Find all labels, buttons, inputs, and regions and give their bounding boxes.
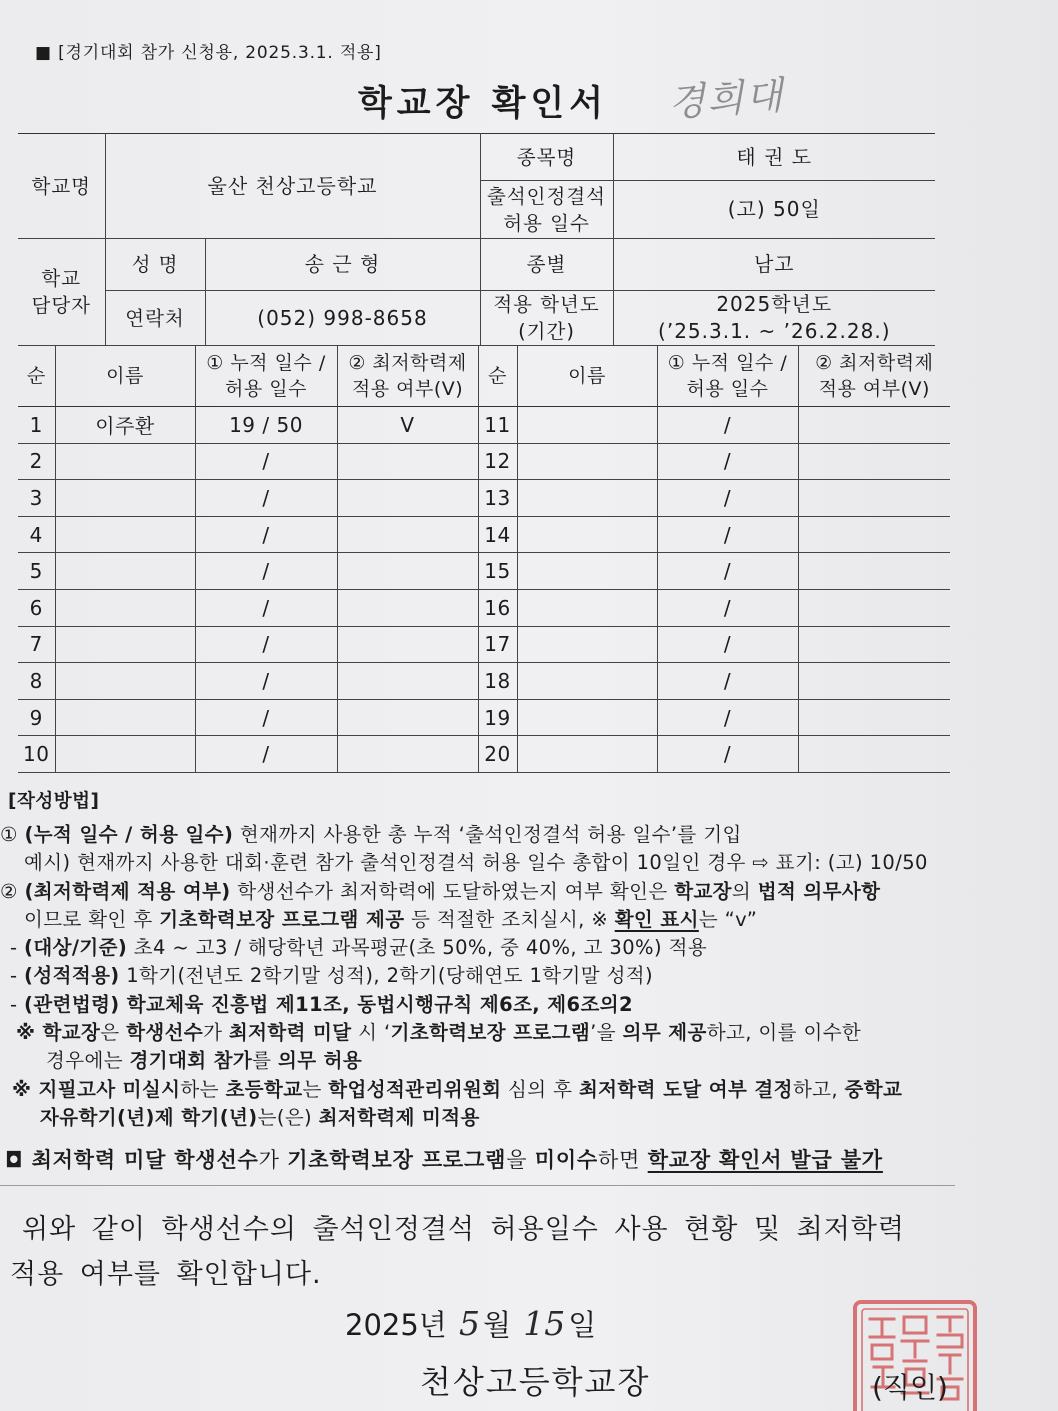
instruction-emphasis: 지필고사 미실시	[38, 1077, 181, 1101]
roster-name	[517, 407, 657, 444]
col-check-header-line: ② 최저학력제	[815, 351, 934, 374]
roster-row	[18, 589, 950, 626]
notice-emphasis: 미이수	[534, 1148, 599, 1172]
instruction-line	[0, 1104, 1058, 1132]
roster-name	[517, 626, 657, 663]
notice-emphasis: ◘	[5, 1148, 32, 1172]
school-year-label-line: (기간)	[518, 320, 575, 343]
roster-days: /	[195, 736, 337, 773]
absence-allowance-label-line: 출석인정결석	[487, 184, 607, 208]
col-days-header	[657, 345, 798, 407]
roster-number: 9	[18, 699, 55, 736]
instruction-text: -	[10, 992, 25, 1016]
instruction-line	[0, 849, 1058, 877]
instruction-text: -	[10, 964, 25, 988]
col-check-header	[337, 345, 478, 407]
roster-days: /	[657, 626, 798, 663]
staff-label-line: 담당자	[31, 294, 91, 317]
instruction-emphasis: 확인 표시	[614, 907, 699, 931]
sport-value: 태 권 도	[613, 134, 935, 181]
roster-check	[337, 736, 478, 773]
roster-row	[18, 407, 950, 444]
form-usage-header: ■ [경기대회 참가 신청용, 2025.3.1. 적용]	[35, 43, 382, 63]
roster-name	[55, 699, 195, 736]
roster-check	[798, 663, 950, 700]
instruction-text: 초4 ~ 고3 / 해당학년 과목평균(초 50%, 중 40%, 고 30%) 적용	[127, 936, 708, 960]
roster-days: /	[195, 443, 337, 480]
instructions-heading: [작성방법]	[8, 791, 100, 812]
handwritten-note: 경희대	[666, 72, 786, 125]
instruction-text: ’을	[590, 1021, 623, 1045]
col-check-header	[798, 345, 950, 407]
date-day-handwritten: 15	[523, 1304, 566, 1343]
school-year-value	[613, 291, 935, 346]
issuance-notice	[5, 1145, 883, 1175]
instruction-text: 심의 후	[501, 1077, 579, 1101]
roster-check	[798, 443, 950, 480]
roster-number: 19	[478, 699, 517, 736]
sport-label: 종목명	[480, 134, 613, 181]
roster-check	[337, 516, 478, 553]
student-roster-table	[18, 345, 950, 773]
roster-name	[517, 443, 657, 480]
contact-value: (052) 998-8658	[205, 291, 480, 346]
instruction-emphasis: (관련법령) 학교체육 진흥법 제11조, 동법시행규칙 제6조, 제6조의2	[24, 992, 633, 1016]
roster-name	[517, 480, 657, 517]
roster-row	[18, 553, 950, 590]
instruction-text: 하는	[180, 1077, 226, 1101]
instruction-text: 는	[302, 1077, 329, 1101]
roster-name	[517, 516, 657, 553]
roster-name	[517, 663, 657, 700]
instruction-text: 이므로 확인 후	[24, 907, 160, 931]
roster-days: /	[195, 589, 337, 626]
instruction-emphasis: 학업성적관리위원회	[328, 1077, 502, 1101]
roster-check	[337, 589, 478, 626]
info-row	[18, 291, 935, 346]
col-days-header-line: ① 누적 일수 /	[206, 351, 326, 374]
col-check-header-line: 적용 여부(V)	[818, 377, 930, 400]
roster-days: /	[195, 553, 337, 590]
roster-number: 5	[18, 553, 55, 590]
roster-check: V	[337, 407, 478, 444]
absence-allowance-label-line: 허용 일수	[503, 211, 590, 235]
roster-name	[517, 553, 657, 590]
col-number-header: 순	[18, 345, 55, 407]
roster-number: 17	[478, 626, 517, 663]
roster-days: /	[195, 663, 337, 700]
roster-check	[798, 516, 950, 553]
col-check-header-line: 적용 여부(V)	[351, 377, 464, 400]
roster-number: 18	[478, 663, 517, 700]
instruction-emphasis: ※	[12, 1077, 39, 1101]
instruction-text: 시 ‘	[351, 1021, 391, 1045]
instruction-line	[0, 821, 1058, 849]
col-days-header-line: 허용 일수	[225, 377, 307, 400]
roster-name	[517, 736, 657, 773]
school-name-label: 학교명	[18, 134, 105, 239]
roster-number: 15	[478, 553, 517, 590]
notice-emphasis: 학교장 확인서 발급 불가	[647, 1148, 883, 1172]
roster-row	[18, 516, 950, 553]
instruction-emphasis: 의무 허용	[278, 1049, 363, 1073]
instruction-text: 는 “v”	[698, 907, 758, 931]
date-year: 2025년	[345, 1308, 447, 1342]
roster-check	[798, 589, 950, 626]
roster-name: 이주환	[55, 407, 195, 444]
roster-number: 6	[18, 589, 55, 626]
instruction-text: 경우에는	[46, 1049, 130, 1073]
staff-label	[18, 239, 105, 346]
roster-row	[18, 663, 950, 700]
school-year-label-line: 적용 학년도	[493, 293, 600, 316]
roster-number: 12	[478, 443, 517, 480]
roster-check	[798, 736, 950, 773]
instruction-line	[0, 1019, 1058, 1047]
date-month-unit: 월	[483, 1308, 512, 1342]
roster-name	[55, 736, 195, 773]
instruction-emphasis: 학교장	[42, 1021, 101, 1045]
absence-allowance-label	[480, 181, 613, 239]
roster-row	[18, 480, 950, 517]
school-year-label	[480, 291, 613, 346]
roster-check	[337, 663, 478, 700]
instruction-emphasis: 기초학력보장 프로그램	[390, 1021, 591, 1045]
instruction-line	[0, 1047, 1058, 1075]
instruction-text: 학생선수가 최저학력에 도달하였는지 여부 확인은	[230, 879, 675, 903]
col-name-header: 이름	[517, 345, 657, 407]
confirmation-statement-line: 위와 같이 학생선수의 출석인정결석 허용일수 사용 현황 및 최저학력	[22, 1214, 905, 1245]
instruction-text: 하고,	[792, 1077, 845, 1101]
instruction-emphasis: 기초학력보장 프로그램 제공	[159, 907, 405, 931]
instruction-emphasis: 의무 제공	[622, 1021, 707, 1045]
instruction-text: -	[10, 936, 25, 960]
roster-days: /	[657, 516, 798, 553]
absence-allowance-value: (고) 50일	[613, 181, 935, 239]
instruction-emphasis: (최저학력제 적용 여부)	[24, 879, 231, 903]
instruction-emphasis: 최저학력제 미적용	[318, 1105, 480, 1129]
date-day-unit: 일	[568, 1308, 597, 1342]
instruction-emphasis: 학교장	[674, 879, 732, 903]
instruction-text: 가	[203, 1021, 229, 1045]
notice-text: 가	[258, 1148, 288, 1172]
instruction-text: 는(은)	[257, 1105, 319, 1129]
instruction-text: 등 적절한 조치실시, ※	[404, 907, 615, 931]
roster-check	[337, 443, 478, 480]
roster-number: 13	[478, 480, 517, 517]
school-name-value: 울산 천상고등학교	[105, 134, 480, 239]
roster-days: /	[195, 480, 337, 517]
roster-days: /	[657, 736, 798, 773]
col-days-header-line: ① 누적 일수 /	[667, 351, 788, 374]
roster-number: 2	[18, 443, 55, 480]
notice-text: 을	[506, 1148, 535, 1172]
roster-number: 14	[478, 516, 517, 553]
school-year-value-line: 2025학년도	[716, 292, 833, 316]
instruction-text: 의	[731, 879, 758, 903]
roster-number: 4	[18, 516, 55, 553]
roster-name	[517, 589, 657, 626]
instruction-line	[0, 878, 1058, 906]
instruction-emphasis: 경기대회 참가	[129, 1049, 253, 1073]
instruction-emphasis: (성적적용)	[24, 964, 120, 988]
roster-name	[55, 516, 195, 553]
issue-date	[345, 1303, 596, 1344]
info-row	[18, 134, 935, 181]
roster-check	[337, 699, 478, 736]
roster-check	[337, 480, 478, 517]
staff-name-value: 송 근 형	[205, 239, 480, 291]
division-label: 종별	[480, 239, 613, 291]
notice-text: 하면	[598, 1148, 648, 1172]
instruction-emphasis: 초등학교	[225, 1077, 303, 1101]
seal-label: (직인)	[872, 1371, 948, 1404]
instruction-line	[0, 1076, 1058, 1104]
roster-number: 7	[18, 626, 55, 663]
roster-number: 10	[18, 736, 55, 773]
roster-days: 19 / 50	[195, 407, 337, 444]
roster-days: /	[657, 443, 798, 480]
roster-days: /	[657, 663, 798, 700]
instruction-emphasis: 자유학기(년)제 학기(년)	[40, 1105, 258, 1129]
roster-name	[517, 699, 657, 736]
roster-check	[798, 626, 950, 663]
instruction-text: 예시) 현재까지 사용한 대회·훈련 참가 출석인정결석 허용 일수 총합이 10일인 경우 ⇨ 표기: (고) 10/50	[24, 851, 928, 875]
instruction-emphasis: 학생선수	[126, 1021, 204, 1045]
col-name-header: 이름	[55, 345, 195, 407]
roster-check	[798, 407, 950, 444]
instruction-emphasis: (누적 일수 / 허용 일수)	[24, 823, 234, 846]
roster-days: /	[195, 516, 337, 553]
roster-days: /	[657, 589, 798, 626]
roster-number: 20	[478, 736, 517, 773]
school-info-table	[18, 133, 935, 346]
roster-row	[18, 736, 950, 773]
roster-row	[18, 626, 950, 663]
instruction-text: 현재까지 사용한 총 누적 ‘출석인정결석 허용 일수’를 기입	[233, 823, 742, 846]
division-value: 남고	[613, 239, 935, 291]
roster-header-row	[18, 345, 950, 407]
notice-emphasis: 기초학력보장 프로그램	[287, 1148, 507, 1172]
col-number-header: 순	[478, 345, 517, 407]
confirmation-statement-line: 적용 여부를 확인합니다.	[10, 1259, 322, 1290]
instruction-text: ②	[0, 879, 25, 903]
instruction-line	[0, 991, 1058, 1019]
notice-emphasis: 최저학력 미달 학생선수	[31, 1148, 259, 1172]
instruction-text: 를	[252, 1049, 279, 1073]
roster-check	[798, 699, 950, 736]
roster-number: 3	[18, 480, 55, 517]
instruction-emphasis: 최저학력 미달	[228, 1021, 352, 1045]
roster-days: /	[195, 626, 337, 663]
col-days-header	[195, 345, 337, 407]
instructions-list	[0, 821, 1058, 1132]
col-days-header-line: 허용 일수	[686, 377, 769, 400]
roster-check	[337, 626, 478, 663]
roster-check	[337, 553, 478, 590]
roster-row	[18, 443, 950, 480]
page-title: 학교장 확인서	[358, 84, 609, 124]
roster-number: 1	[18, 407, 55, 444]
school-year-period: (’25.3.1. ~ ’26.2.28.)	[658, 319, 891, 343]
staff-name-label: 성 명	[105, 239, 205, 291]
roster-days: /	[657, 699, 798, 736]
section-divider	[0, 1185, 955, 1186]
roster-days: /	[657, 480, 798, 517]
col-check-header-line: ② 최저학력제	[348, 351, 467, 374]
instruction-emphasis: (대상/기준)	[24, 936, 128, 960]
roster-days: /	[657, 407, 798, 444]
roster-body	[18, 407, 950, 773]
roster-name	[55, 553, 195, 590]
roster-number: 8	[18, 663, 55, 700]
roster-number: 16	[478, 589, 517, 626]
instruction-text: 1학기(전년도 2학기말 성적), 2학기(당해연도 1학기말 성적)	[119, 964, 654, 988]
instruction-line	[0, 934, 1058, 962]
roster-number: 11	[478, 407, 517, 444]
roster-name	[55, 443, 195, 480]
roster-name	[55, 663, 195, 700]
roster-row	[18, 699, 950, 736]
instruction-text: 하고, 이를 이수한	[706, 1021, 862, 1045]
roster-check	[798, 480, 950, 517]
instruction-line	[0, 962, 1058, 990]
instruction-text: ①	[0, 823, 25, 846]
instruction-emphasis: 최저학력 도달 여부 결정	[578, 1077, 793, 1101]
instruction-text: 은	[100, 1021, 127, 1045]
roster-days: /	[657, 553, 798, 590]
date-month-handwritten: 5	[459, 1304, 481, 1343]
instruction-line	[0, 906, 1058, 934]
principal-signatory: 천상고등학교장	[420, 1363, 651, 1401]
instruction-emphasis: 중학교	[844, 1077, 903, 1101]
contact-label: 연락처	[105, 291, 205, 346]
info-row	[18, 239, 935, 291]
staff-label-line: 학교	[41, 267, 82, 290]
roster-name	[55, 589, 195, 626]
roster-days: /	[195, 699, 337, 736]
roster-name	[55, 626, 195, 663]
instruction-emphasis: ※	[16, 1021, 43, 1045]
instruction-emphasis: 법적 의무사항	[757, 879, 881, 903]
roster-name	[55, 480, 195, 517]
roster-check	[798, 553, 950, 590]
